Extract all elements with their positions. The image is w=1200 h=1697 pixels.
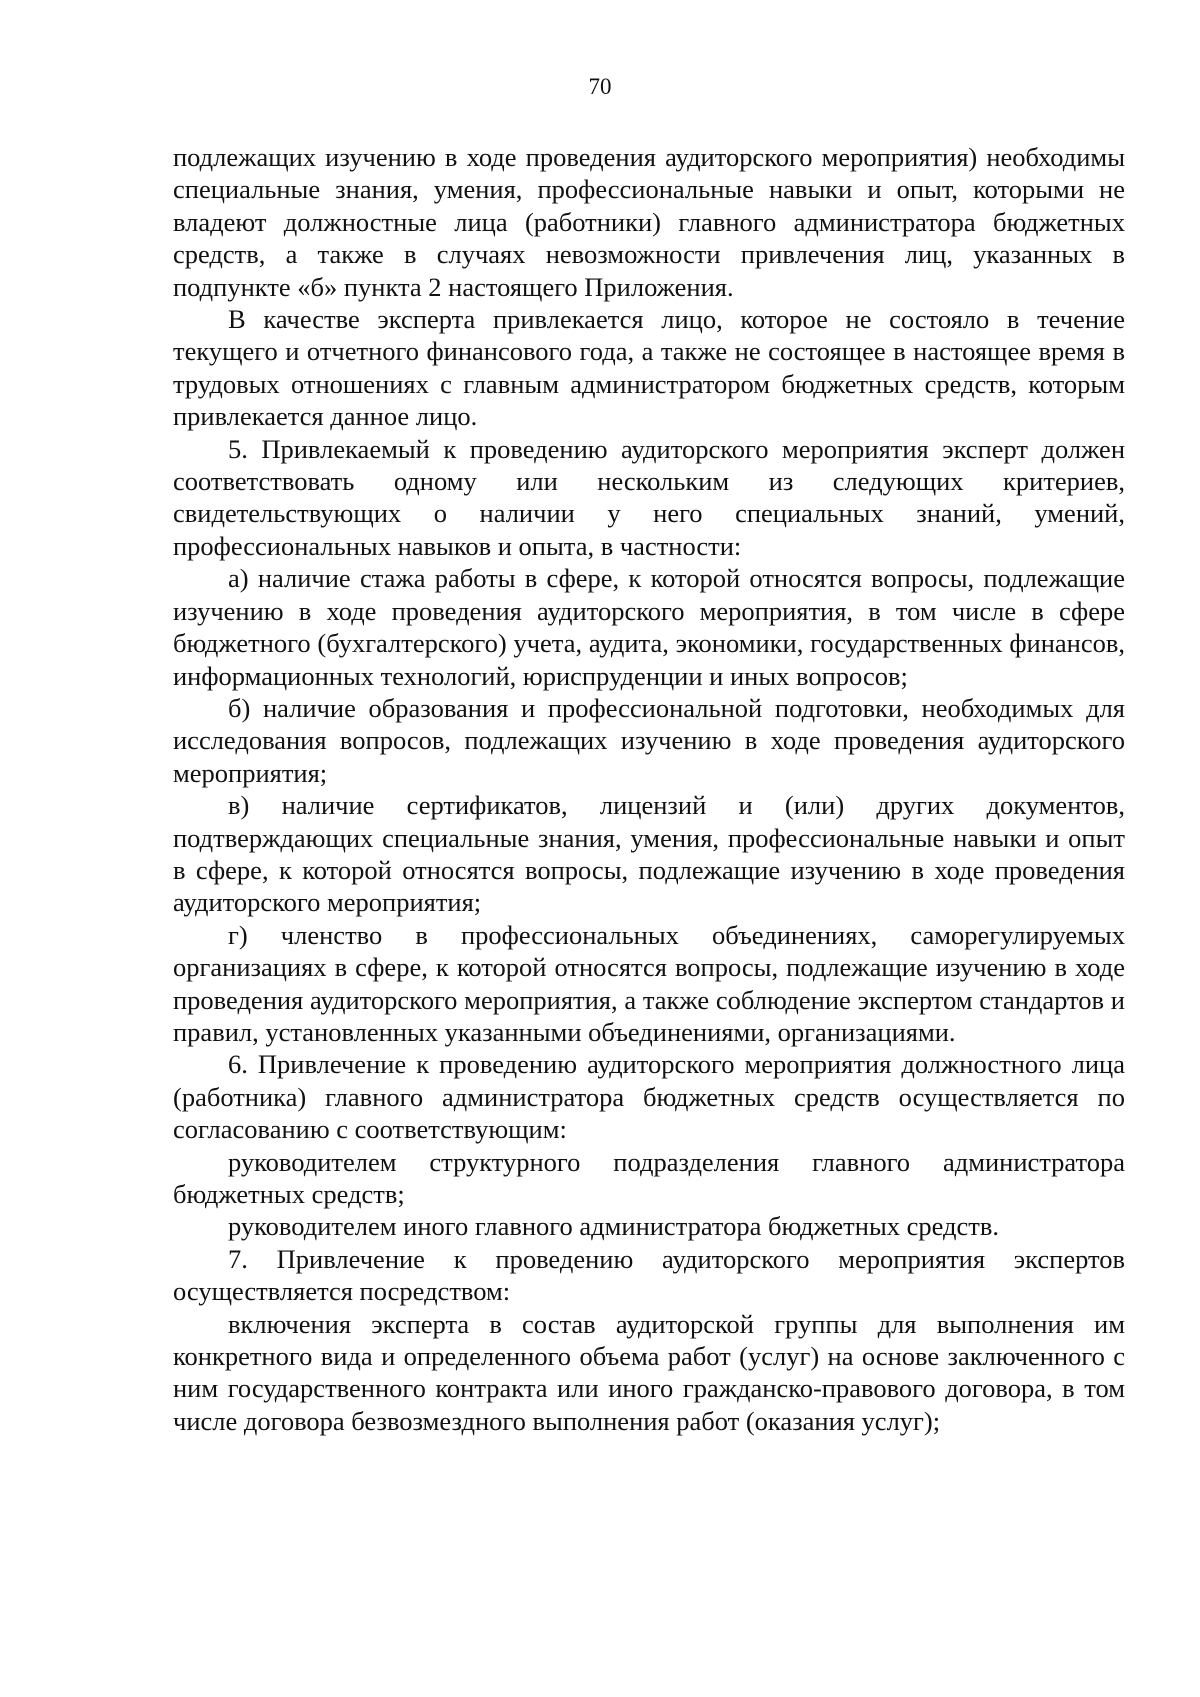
paragraph-item-6-structural-head: руководителем структурного подразделения главного администратора бюджетных средств; [173, 1146, 1125, 1209]
paragraph-item-5g: г) членство в профессиональных объединениях, саморегулируемых организациях в сфере, к которой относятся вопросы, подлежащие изучению в ходе проведения аудиторского мероприятия, а также соблюдение экспертом стандартов и правил, установленных указанными объединениями, организациями. [173, 919, 1125, 1047]
paragraph-item-7-inclusion: включения эксперта в состав аудиторской группы для выполнения им конкретного вида и определенного объема работ (услуг) на основе заключенного с ним государственного контракта или иного гражданско-правового договора, в том числе договора безвозмездного выполнения работ (оказания услуг); [173, 1308, 1125, 1436]
page-number: 70 [588, 74, 612, 99]
paragraph-item-6-other-head: руководителем иного главного администратора бюджетных средств. [228, 1211, 1000, 1242]
paragraph-item-5: 5. Привлекаемый к проведению аудиторского мероприятия эксперт должен соответствовать одному или нескольким из следующих критериев, свидетельствующих о наличии у него специальных знаний, умений, профессиональных навыков и опыта, в частности: [173, 433, 1125, 561]
paragraph-continuation: подлежащих изучению в ходе проведения аудиторского мероприятия) необходимы специальные знания, умения, профессиональные навыки и опыт, которыми не владеют должностные лица (работники) главного администратора бюджетных средств, а также в случаях невозможности привлечения лиц, указанных в подпункте «б» пункта 2 настоящего Приложения. [173, 142, 1125, 302]
paragraph-item-5a: а) наличие стажа работы в сфере, к которой относятся вопросы, подлежащие изучению в ходе проведения аудиторского мероприятия, в том числе в сфере бюджетного (бухгалтерского) учета, аудита, экономики, государственных финансов, информационных технологий, юриспруденции и иных вопросов; [173, 563, 1125, 691]
paragraph-item-7: 7. Привлечение к проведению аудиторского мероприятия экспертов осуществляется посредством: [173, 1243, 1125, 1307]
paragraph-item-6: 6. Привлечение к проведению аудиторского мероприятия должностного лица (работника) главного администратора бюджетных средств осуществляется по согласованию с соответствующим: [173, 1049, 1125, 1145]
paragraph-item-5b: б) наличие образования и профессиональной подготовки, необходимых для исследования вопросов, подлежащих изучению в ходе проведения аудиторского мероприятия; [173, 692, 1125, 788]
paragraph-expert-eligibility: В качестве эксперта привлекается лицо, которое не состояло в течение текущего и отчетного финансового года, а также не состоящее в настоящее время в трудовых отношениях с главным администратором бюджетных средств, которым привлекается данное лицо. [173, 304, 1125, 432]
paragraph-item-5v: в) наличие сертификатов, лицензий и (или) других документов, подтверждающих специальные знания, умения, профессиональные навыки и опыт в сфере, к которой относятся вопросы, подлежащие изучению в ходе проведения аудиторского мероприятия; [173, 790, 1125, 918]
document-body [173, 141, 1125, 1437]
